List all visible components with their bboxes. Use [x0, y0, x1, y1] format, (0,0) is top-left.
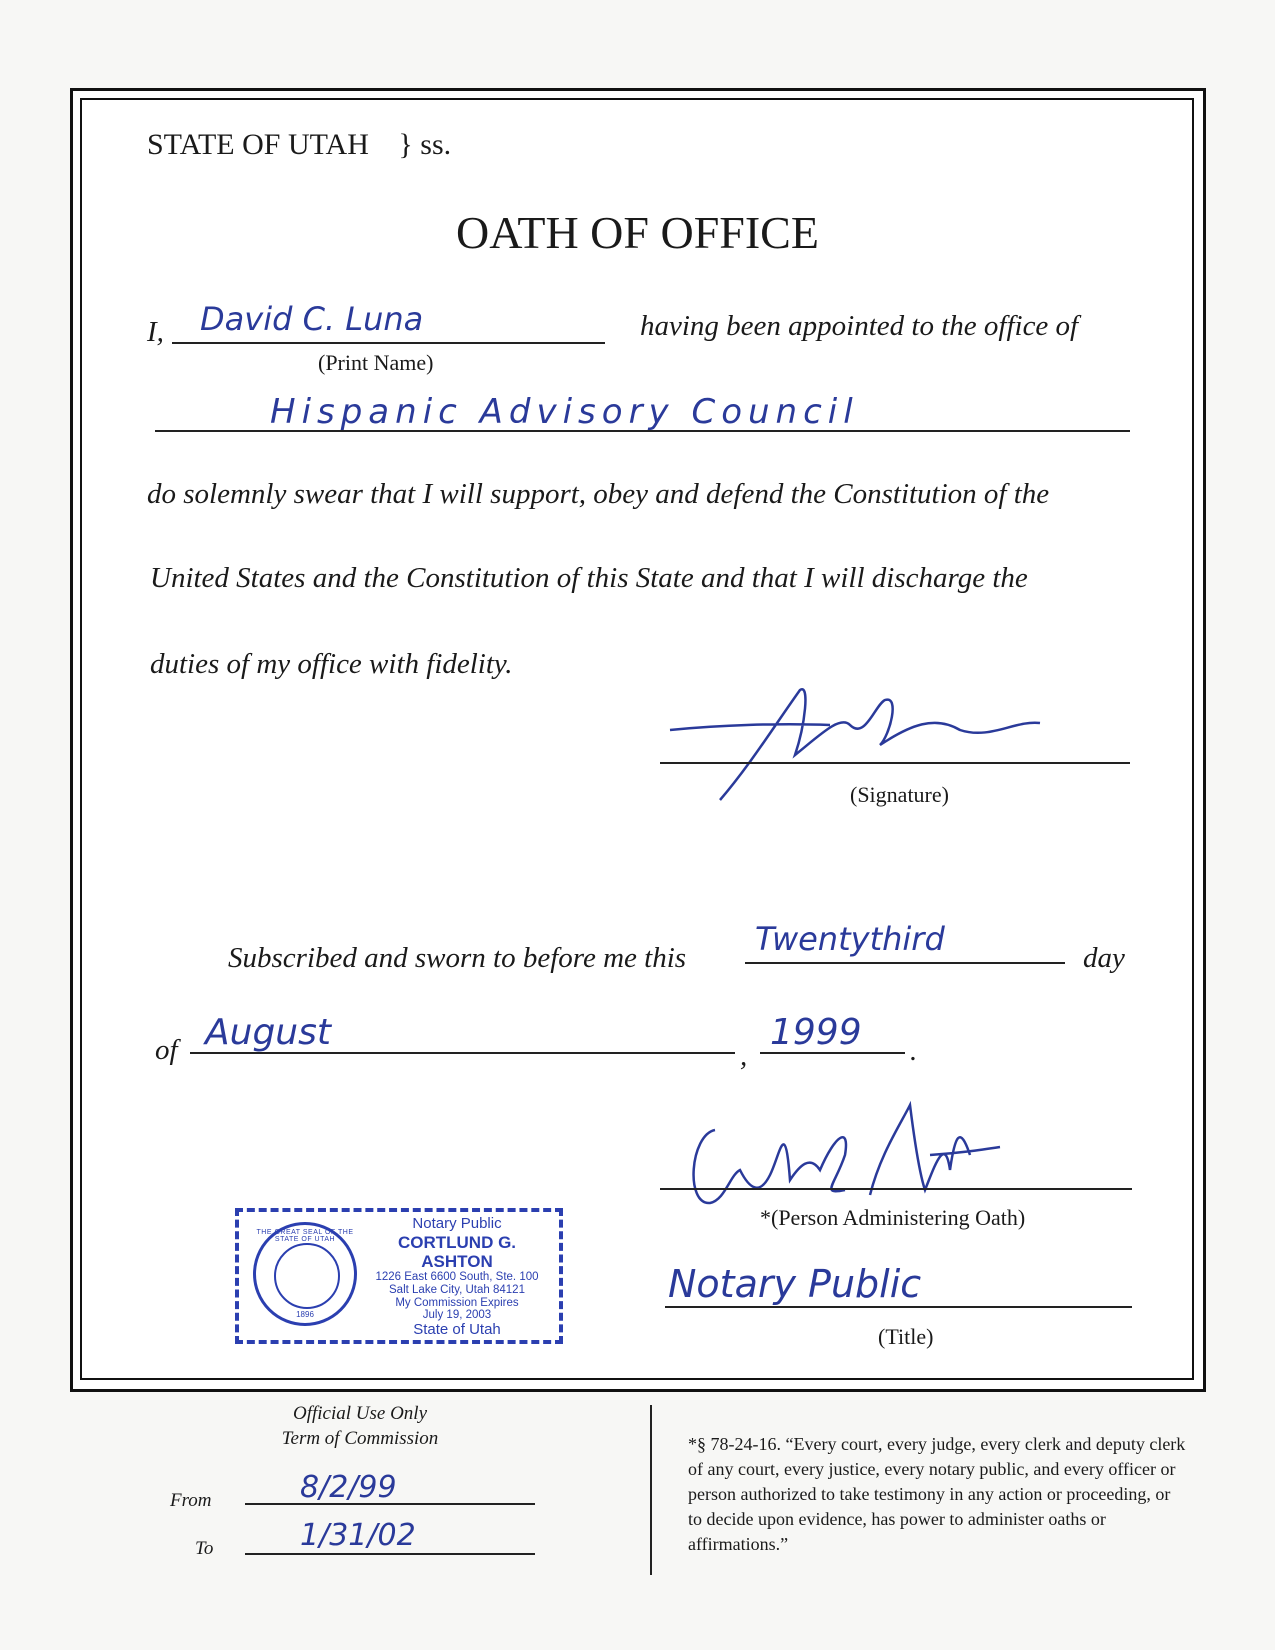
document-title: OATH OF OFFICE — [456, 207, 819, 258]
to-line — [245, 1553, 535, 1555]
statute-text: *§ 78-24-16. “Every court, every judge, every clerk and deputy clerk of any court, every justice, every notary public, and every officer or person authorized to take testimony in any action or proceeding, or to decide upon evidence, has power to administer oaths or affirmations.” — [688, 1434, 1186, 1554]
stamp-text — [363, 1216, 551, 1339]
print-name-line — [172, 342, 605, 344]
stamp-line-3: 1226 East 6600 South, Ste. 100 — [375, 1270, 539, 1283]
ss-mark: } ss. — [398, 128, 452, 161]
comma: , — [740, 1040, 748, 1072]
administering-signature — [670, 1095, 1010, 1215]
footer-divider — [650, 1405, 652, 1575]
office-handwritten: Hispanic Advisory Council — [270, 392, 859, 432]
administering-line — [660, 1188, 1132, 1190]
subscribed-text: Subscribed and sworn to before me this — [228, 942, 687, 974]
state-name: STATE OF UTAH — [147, 128, 369, 161]
stamp-line-2: CORTLUND G. ASHTON — [397, 1232, 517, 1271]
oath-body-line-3: duties of my office with fidelity. — [150, 648, 513, 680]
stamp-line-6: July 19, 2003 — [422, 1309, 492, 1322]
title-caption: (Title) — [878, 1324, 934, 1349]
day-line — [745, 962, 1065, 964]
seal-text: THE GREAT SEAL OF THE STATE OF UTAH — [256, 1229, 354, 1243]
day-label: day — [1083, 942, 1125, 974]
seal-year: 1896 — [296, 1310, 314, 1319]
day-handwritten: Twentythird — [755, 920, 945, 958]
title-handwritten: Notary Public — [668, 1262, 922, 1306]
stamp-line-1: Notary Public — [412, 1215, 502, 1232]
oath-body-line-2: United States and the Constitution of this State and that I will discharge the — [150, 562, 1028, 594]
term-of-commission-heading: Term of Commission — [281, 1428, 439, 1449]
stamp-line-7: State of Utah — [413, 1321, 501, 1339]
seal-emblem — [274, 1243, 340, 1309]
title-line — [665, 1306, 1132, 1308]
month-handwritten: August — [205, 1012, 331, 1053]
signature-line — [660, 762, 1130, 764]
oath-body-line-1: do solemnly swear that I will support, obey and defend the Constitution of the — [147, 478, 1050, 510]
administering-caption: *(Person Administering Oath) — [760, 1205, 1026, 1230]
print-name-caption: (Print Name) — [318, 350, 434, 375]
notary-stamp — [235, 1208, 563, 1344]
stamp-line-5: My Commission Expires — [395, 1296, 519, 1309]
of-label: of — [155, 1034, 178, 1066]
from-label: From — [170, 1490, 212, 1511]
from-value: 8/2/99 — [300, 1470, 397, 1505]
official-use-heading: Official Use Only — [292, 1403, 428, 1424]
print-name-handwritten: David C. Luna — [200, 300, 424, 338]
to-value: 1/31/02 — [300, 1518, 416, 1553]
state-seal-icon — [253, 1222, 357, 1326]
appointed-text: having been appointed to the office of — [640, 310, 1079, 342]
signature-caption: (Signature) — [850, 782, 949, 807]
period: . — [910, 1035, 918, 1067]
year-handwritten: 1999 — [770, 1012, 862, 1053]
state-heading — [147, 128, 451, 162]
stamp-line-4: Salt Lake City, Utah 84121 — [389, 1283, 525, 1296]
i-label: I, — [147, 316, 164, 348]
to-label: To — [195, 1538, 214, 1559]
